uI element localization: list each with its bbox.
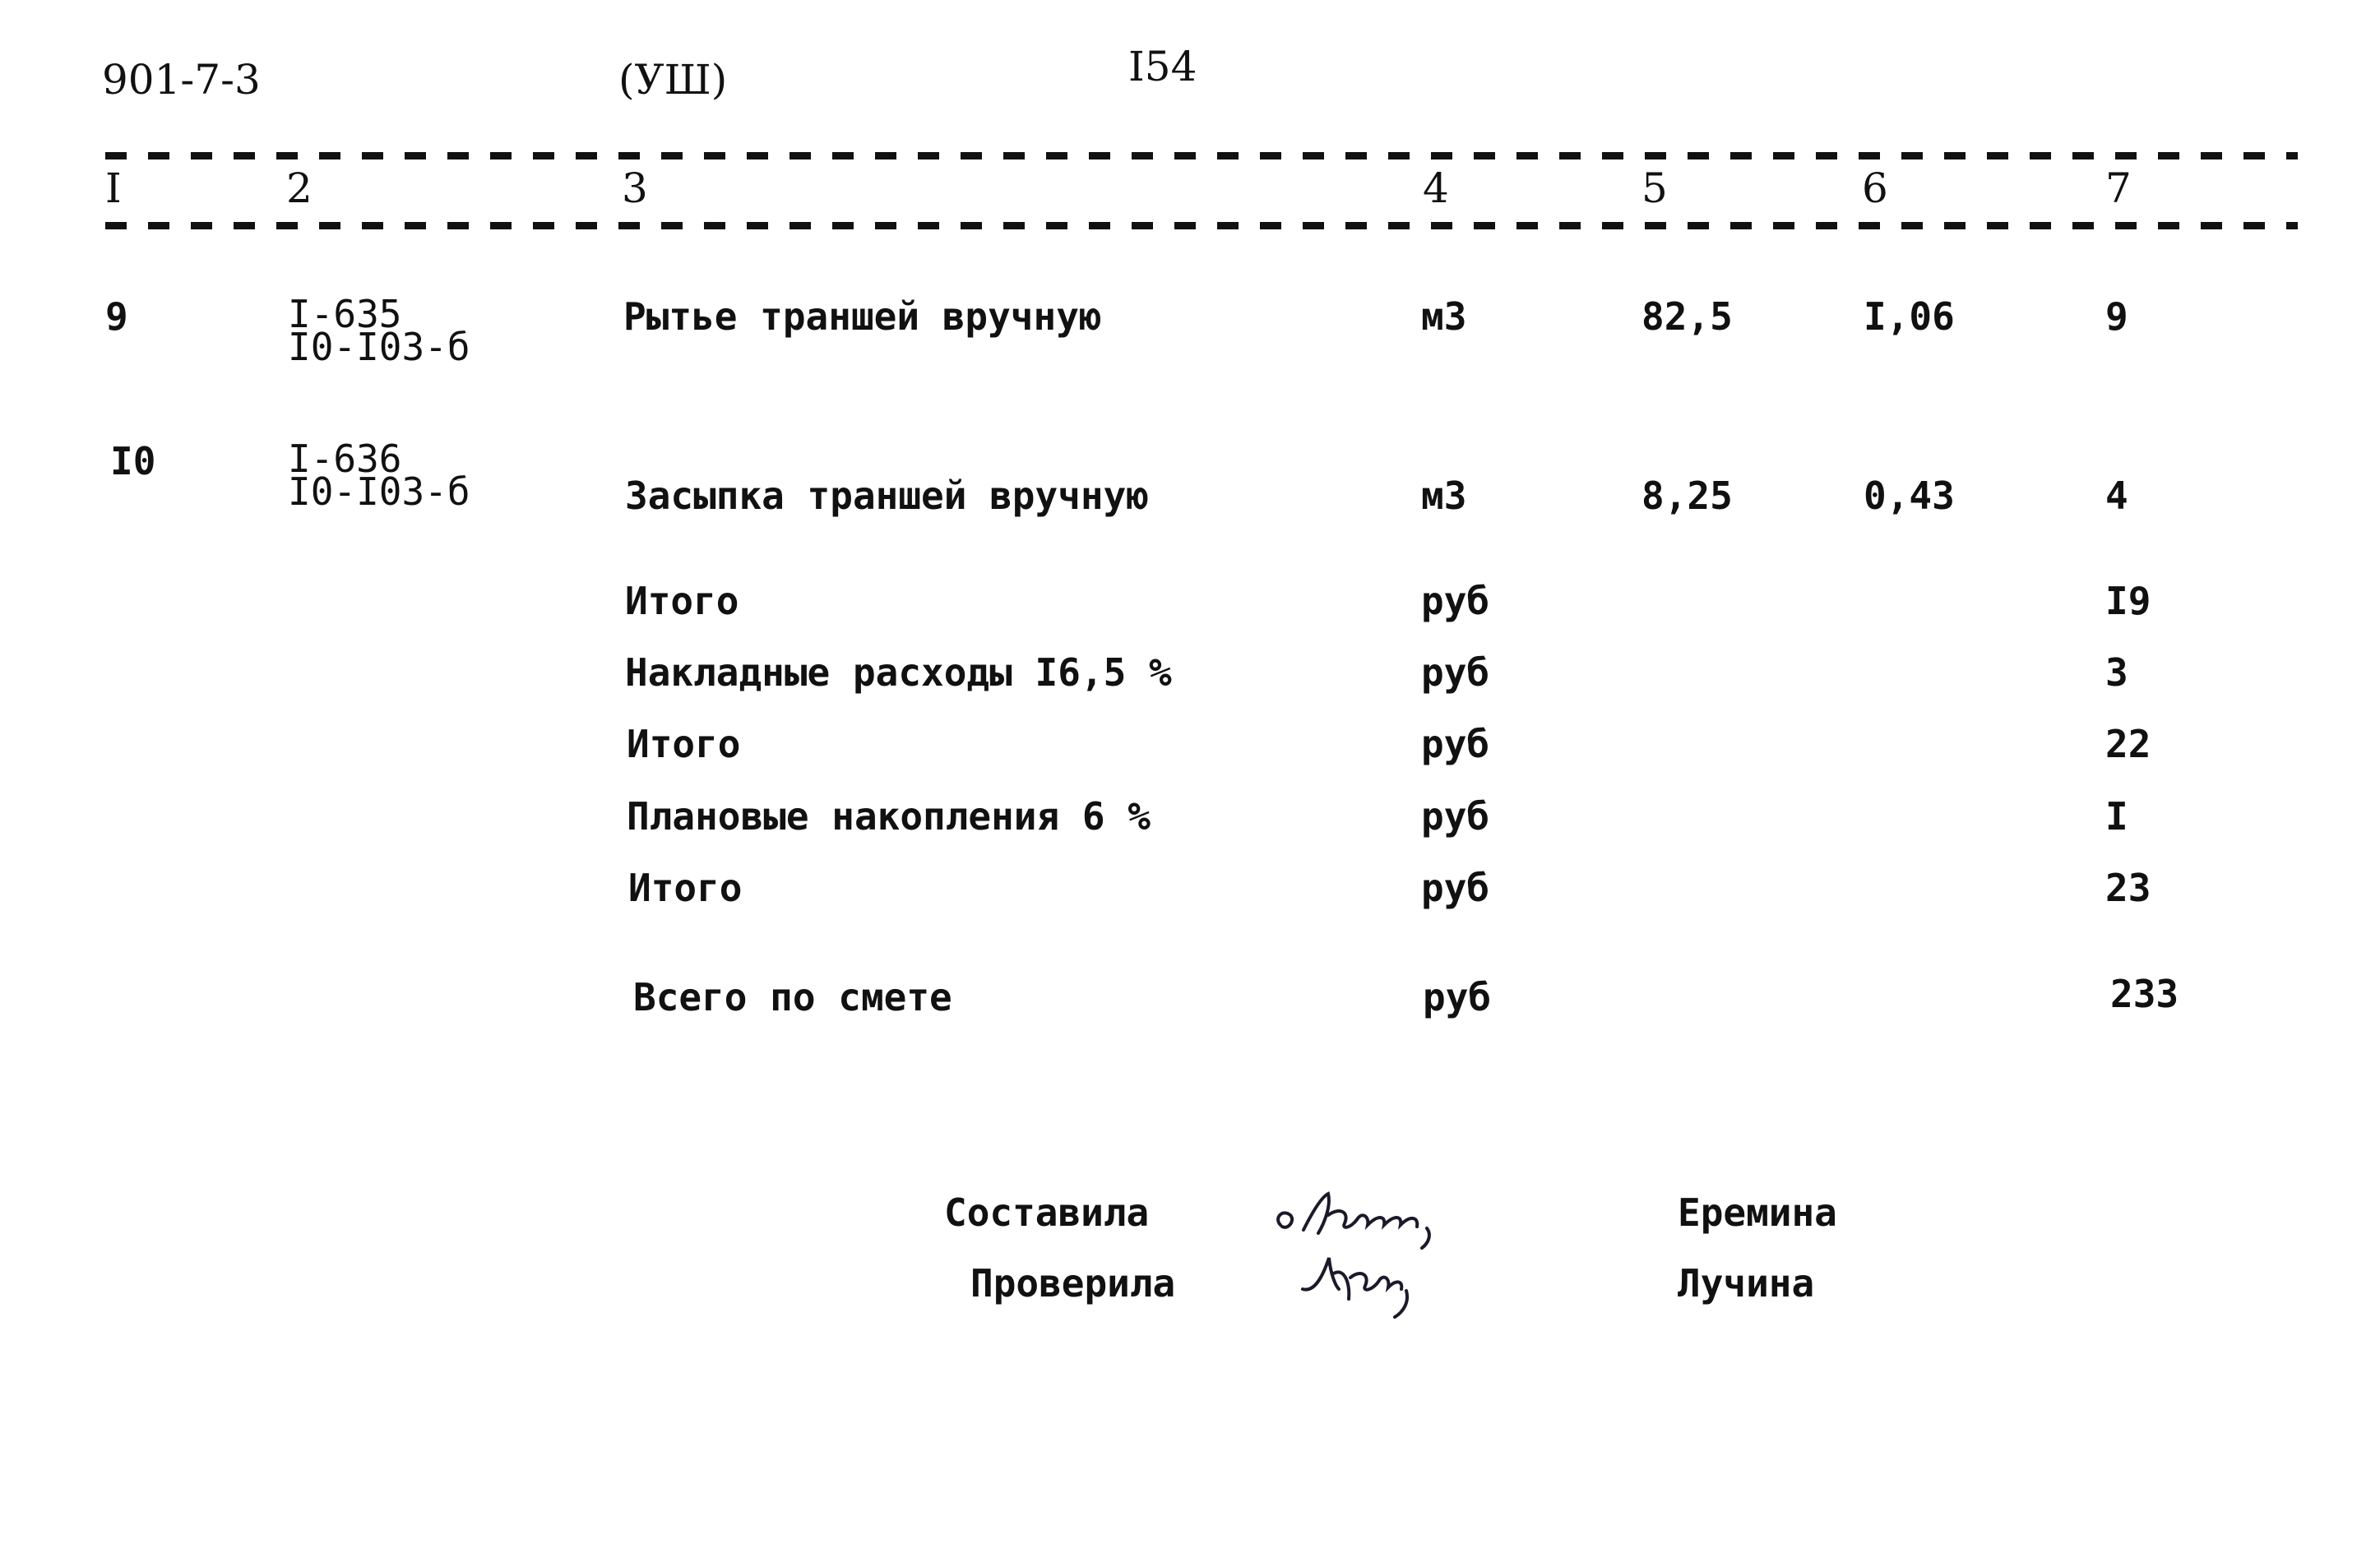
summary-total: I9: [2105, 579, 2151, 623]
total-cost: 9: [2105, 294, 2128, 339]
section-label: (УШ): [618, 56, 728, 104]
column-header-4: 4: [1423, 164, 1449, 212]
unit-price: I,06: [1864, 294, 1955, 339]
grand-total-unit: руб: [1423, 975, 1492, 1019]
summary-label: Итого: [628, 866, 743, 910]
grand-total-label: Всего по смете: [633, 975, 952, 1019]
work-description: Засыпка траншей вручную: [625, 474, 1149, 518]
norm-code: I0-I03-б: [288, 325, 470, 369]
compiled-by-name: Еремина: [1678, 1190, 1837, 1235]
summary-total: 3: [2105, 650, 2128, 695]
header-bottom-rule: [105, 222, 2298, 229]
compiled-by-label: Составила: [944, 1190, 1150, 1235]
summary-total: 22: [2105, 722, 2151, 766]
checked-by-name: Лучина: [1678, 1261, 1815, 1306]
row-number: I0: [110, 439, 156, 483]
summary-total: 23: [2105, 866, 2151, 910]
summary-unit: руб: [1421, 866, 1490, 910]
norm-code: I-636: [288, 437, 402, 481]
grand-total-value: 233: [2110, 972, 2179, 1016]
column-header-6: 6: [1862, 164, 1888, 212]
work-description: Рытье траншей вручную: [623, 294, 1102, 339]
summary-total: I: [2105, 794, 2128, 839]
quantity: 82,5: [1641, 294, 1733, 339]
unit-price: 0,43: [1864, 474, 1955, 518]
summary-unit: руб: [1421, 650, 1490, 695]
page-number: I54: [1128, 43, 1197, 90]
checked-by-signature: [1299, 1241, 1480, 1324]
total-cost: 4: [2105, 474, 2128, 518]
column-header-2: 2: [286, 164, 313, 212]
summary-label: Плановые накопления 6 %: [627, 794, 1151, 839]
column-header-1: I: [105, 164, 122, 212]
summary-unit: руб: [1421, 794, 1490, 839]
document-code: 901-7-3: [102, 56, 261, 104]
header-top-rule: [105, 152, 2298, 159]
norm-code: I-635: [288, 292, 402, 336]
summary-unit: руб: [1421, 722, 1490, 766]
quantity: 8,25: [1641, 474, 1733, 518]
unit: м3: [1421, 294, 1467, 339]
row-number: 9: [105, 294, 128, 339]
summary-label: Итого: [625, 579, 739, 623]
summary-label: Накладные расходы I6,5 %: [625, 650, 1172, 695]
summary-unit: руб: [1421, 579, 1490, 623]
column-header-7: 7: [2105, 164, 2132, 212]
column-header-5: 5: [1641, 164, 1668, 212]
checked-by-label: Проверила: [970, 1261, 1176, 1306]
summary-label: Итого: [627, 722, 741, 766]
unit: м3: [1421, 474, 1467, 518]
column-header-3: 3: [622, 164, 648, 212]
norm-code: I0-I03-б: [288, 469, 470, 514]
